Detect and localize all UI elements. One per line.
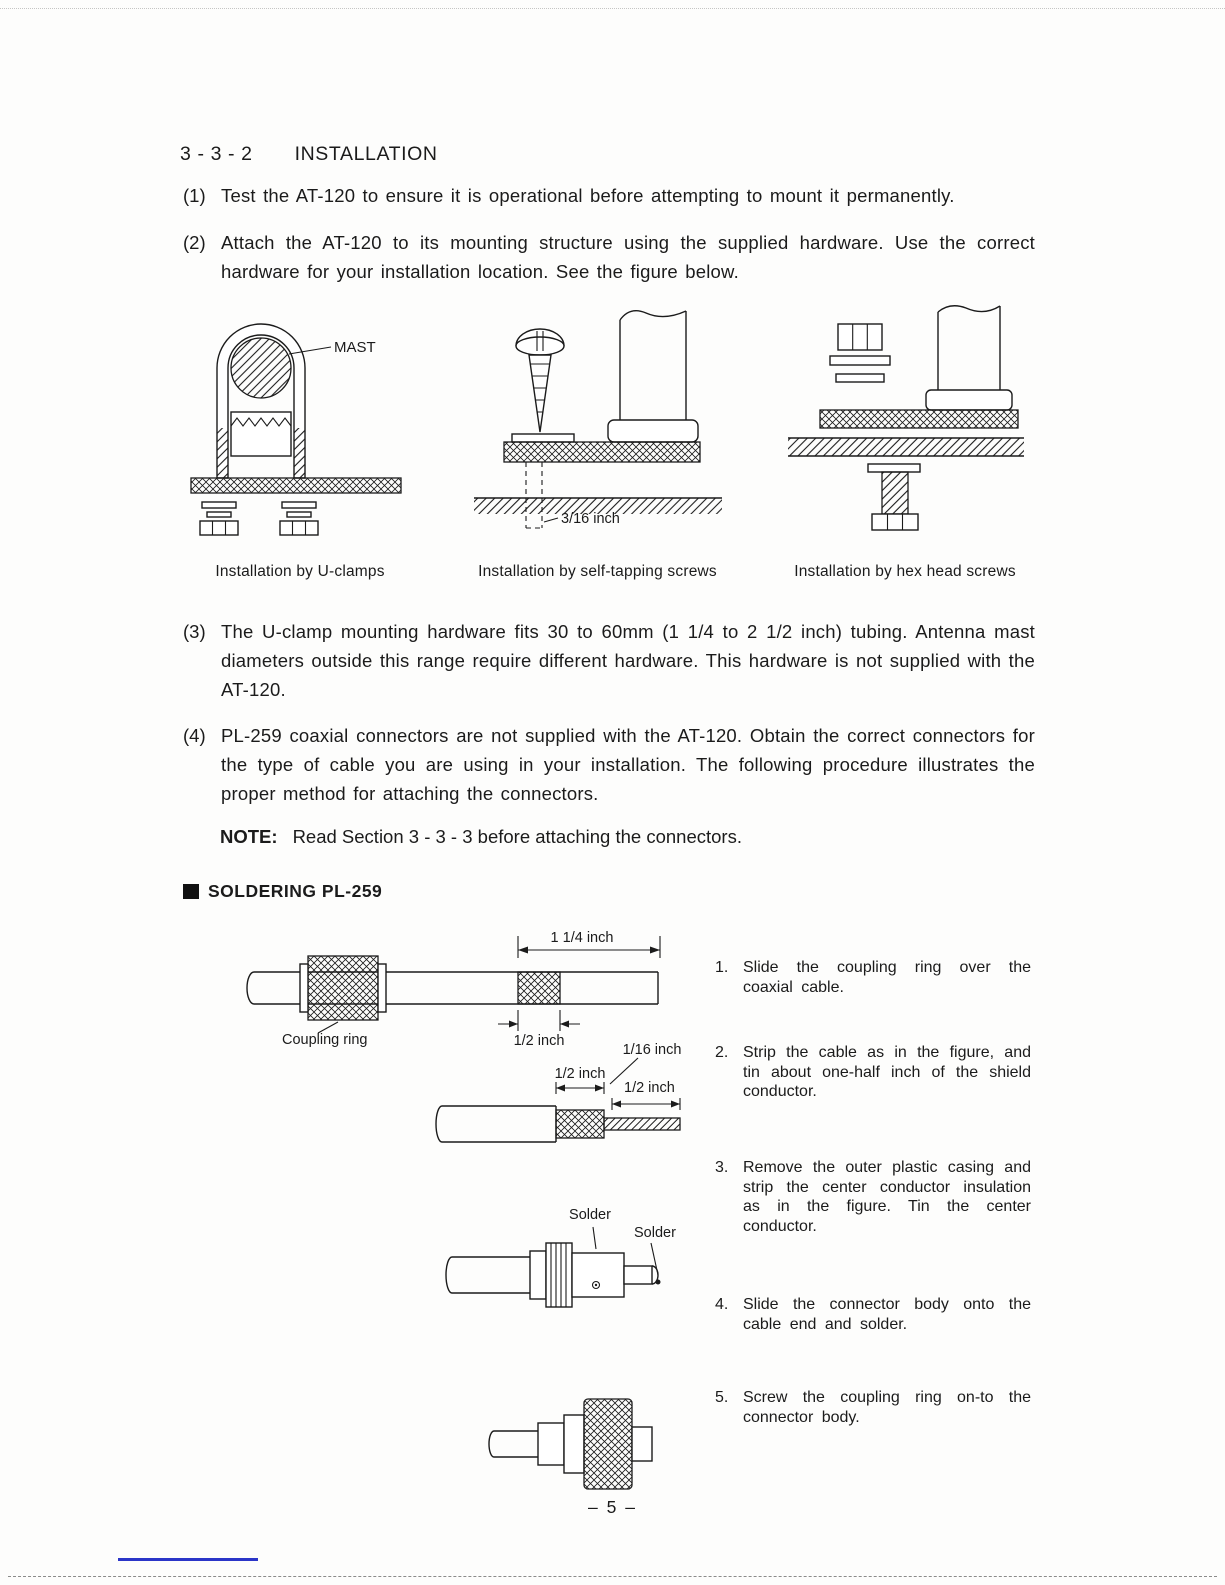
tip-gap-dimension-label: 1/16 inch [622,1042,682,1058]
figure-caption: Installation by U-clamps [215,563,385,580]
stripped-cable-drawing [428,1040,698,1150]
step-number: 2. [715,1044,729,1061]
scan-top-edge-line [0,8,1225,9]
connector-body [446,1227,661,1307]
section-marker-icon [183,884,199,899]
page-number: – 5 – [588,1497,637,1517]
item-number: (4) [183,725,206,746]
item-text: Attach the AT-120 to its mounting structure using the supplied hardware. Use the correct hardware for your installation location. See the figure below. [221,232,1035,282]
cable-drawing [247,936,660,1033]
bolt-and-structure [788,306,1024,530]
soldering-step-3 [715,1158,1037,1236]
soldering-heading [183,881,382,902]
connector-solder-drawing [438,1203,688,1318]
paragraph-item-3 [183,617,1035,704]
soldering-heading-label: SOLDERING PL-259 [208,881,383,901]
figure-caption: Installation by hex head screws [794,563,1016,580]
item-text: PL-259 coaxial connectors are not supplied with the AT-120. Obtain the correct connectors for the type of cable you are using in your installation. The following procedure illustrates the proper method for attaching the connectors. [221,725,1035,804]
coupling-ring-label: Coupling ring [282,1032,368,1048]
section-title: INSTALLATION [294,143,438,165]
note-text: Read Section 3 - 3 - 3 before attaching the connectors. [292,826,742,847]
assembled-connector-drawing [482,1375,672,1500]
soldering-step-5 [715,1388,1037,1427]
note-label: NOTE: [220,826,278,847]
step-number: 1. [715,959,729,976]
self-tapping-installation-drawing [468,300,728,555]
mast-label: MAST [334,339,376,356]
uclamp-installation-drawing [185,300,415,555]
section-number: 3 - 3 - 2 [180,143,253,165]
solder-label-right: Solder [634,1225,676,1241]
gap-dimension-label: 3/16 inch [560,511,620,527]
pen-underline-mark [118,1558,258,1561]
solder-label-top: Solder [569,1207,611,1223]
item-number: (1) [183,185,206,206]
mounting-figures-row [185,300,1030,581]
screw-and-body [474,311,722,528]
note-block [220,826,742,848]
step-number: 3. [715,1159,729,1176]
soldering-procedure [0,920,1225,1520]
item-number: (2) [183,232,206,253]
soldering-step-4 [715,1295,1037,1334]
paragraph-item-2 [183,228,1035,286]
figure-hex-head [780,300,1030,581]
step-text: Screw the coupling ring on-to the connector body. [743,1389,1031,1426]
step-text: Remove the outer plastic casing and strip the center conductor insulation as in the figure. Tin the center conductor. [743,1159,1031,1235]
paragraph-item-4 [183,721,1035,808]
step-number: 4. [715,1296,729,1313]
step-text: Slide the connector body onto the cable end and solder. [743,1296,1031,1333]
section-heading [180,143,438,166]
step-number: 5. [715,1389,729,1406]
ring-section-dimension-label: 1/2 inch [513,1033,565,1048]
item-number: (3) [183,621,206,642]
step-text: Strip the cable as in the figure, and tin about one-half inch of the shield conductor. [743,1044,1031,1100]
soldering-step-1 [715,958,1037,997]
item-text: The U-clamp mounting hardware fits 30 to 60mm (1 1/4 to 2 1/2 inch) tubing. Antenna mast diameters outside this range require different hardware. This hardware is not supplied with the AT-120. [221,621,1035,700]
item-text: Test the AT-120 to ensure it is operational before attempting to mount it permanently. [221,185,955,206]
hex-head-installation-drawing [780,300,1030,555]
scan-bottom-edge-line [8,1576,1217,1577]
figure-uclamp [185,300,415,581]
figure-caption: Installation by self-tapping screws [478,563,717,580]
soldering-step-2 [715,1043,1037,1102]
braid-dimension-label: 1/2 inch [554,1066,606,1082]
assembled-connector [489,1399,652,1489]
figure-self-tapping [468,300,728,581]
coupling-ring-cable-drawing [230,928,670,1048]
step-text: Slide the coupling ring over the coaxial cable. [743,959,1031,996]
center-conductor-dimension-label: 1/2 inch [624,1080,675,1096]
paragraph-item-1 [183,181,1035,210]
overall-dimension-label: 1 1/4 inch [550,930,614,946]
